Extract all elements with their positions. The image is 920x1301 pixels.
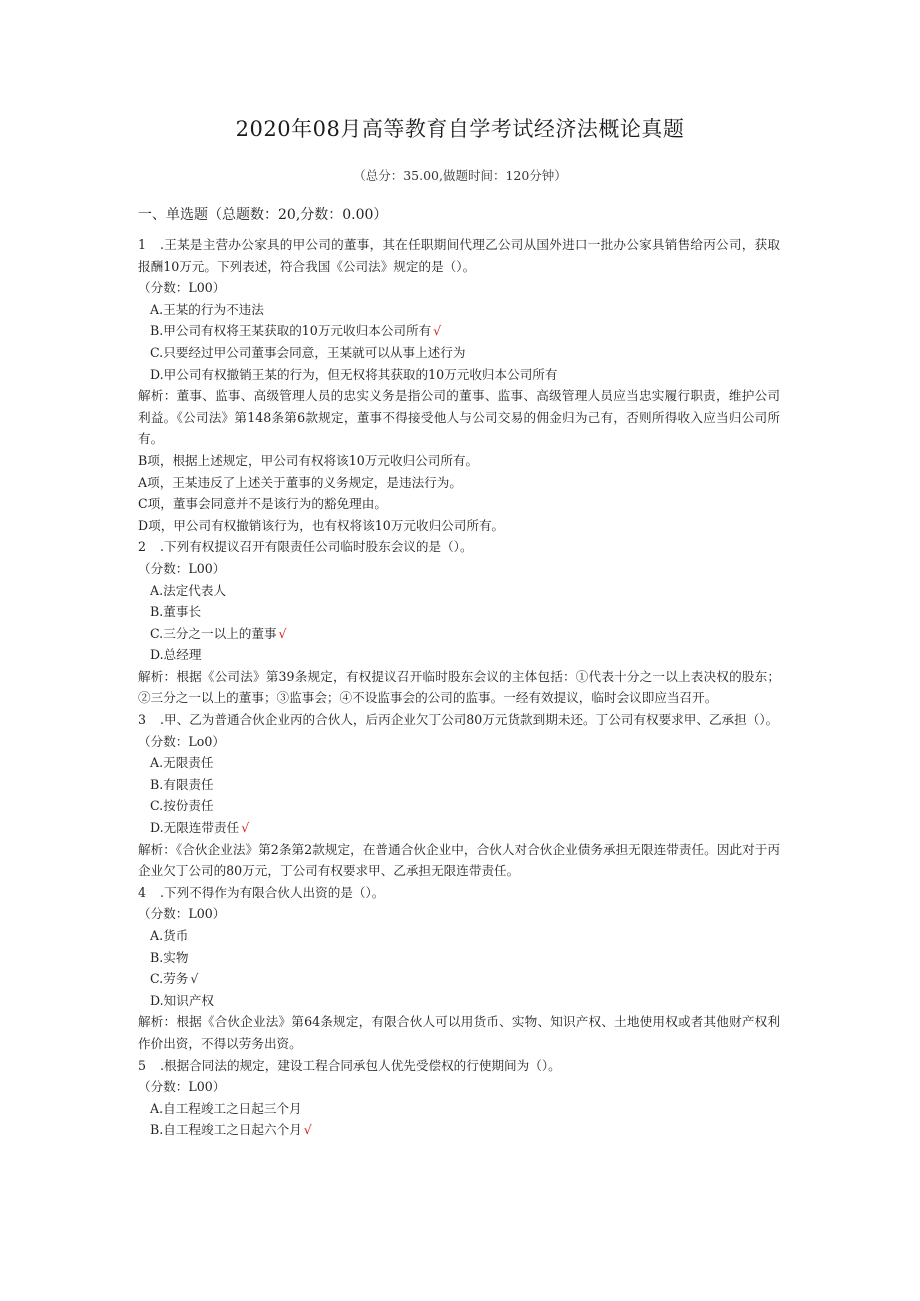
option-b: B.有限责任 xyxy=(150,776,214,792)
explanation-paragraph: 解析：董事、监事、高级管理人员的忠实义务是指公司的董事、监事、高级管理人员应当忠实履行职责，维护公司利益。《公司法》第148条第6款规定，董事不得接受他人与公司交易的佣金归为己有，否则所得收入应当归公司所有。 xyxy=(138,388,780,447)
option-c: C.按份责任 xyxy=(150,798,214,814)
option-c: C.只要经过甲公司董事会同意，王某就可以从事上述行为 xyxy=(150,344,466,360)
option-b: B.实物 xyxy=(150,949,189,965)
question-number: 5 xyxy=(138,1057,147,1073)
question-text: .下列不得作为有限合伙人出资的是（）。 xyxy=(160,884,385,900)
correct-check-icon: √ xyxy=(303,1122,312,1138)
exam-info: （总分：35.00,做题时间：120分钟） xyxy=(353,168,567,183)
question-stem xyxy=(138,536,780,558)
option-d: D.总经理 xyxy=(150,647,202,663)
option-b xyxy=(138,320,780,342)
question-2 xyxy=(138,536,780,709)
option-a: A.货币 xyxy=(150,928,189,943)
question-text: .王某是主营办公家具的甲公司的董事，其在任职期间代理乙公司从国外进口一批办公家具销售给丙公司，获取报酬10万元。下列表述，符合我国《公司法》规定的是（）。 xyxy=(138,237,780,274)
explanation-paragraph: 解析：根据《合伙企业法》第64条规定，有限合伙人可以用货币、实物、知识产权、土地使用权或者其他财产权利作价出资，不得以劳务出资。 xyxy=(138,1014,780,1051)
explanation-paragraph: D项，甲公司有权撤销该行为，也有权将该10万元收归公司所有。 xyxy=(138,517,505,533)
question-score: （分数：L00） xyxy=(138,906,226,922)
explanation-paragraph: C项，董事会同意并不是该行为的豁免理由。 xyxy=(138,496,387,512)
option-b xyxy=(138,1119,780,1141)
explanation-paragraph: 解析：根据《公司法》第39条规定，有权提议召开临时股东会议的主体包括：①代表十分之一以上表决权的股东；②三分之一以上的董事；③监事会；④不设监事会的公司的监事。一经有效提议，临时会议即应当召开。 xyxy=(138,668,780,706)
option-a: A.法定代表人 xyxy=(150,582,227,598)
option-d xyxy=(138,817,780,839)
option-d: D.甲公司有权撤销王某的行为，但无权将其获取的10万元收归本公司所有 xyxy=(150,366,558,382)
explanation-paragraph: A项，王某违反了上述关于董事的义务规定，是违法行为。 xyxy=(138,474,462,490)
option-text: C.劳务 xyxy=(150,971,189,987)
option-text: C.三分之一以上的董事 xyxy=(150,625,277,641)
option-a: A.王某的行为不违法 xyxy=(150,301,264,317)
question-4 xyxy=(138,882,780,1055)
option-d: D.知识产权 xyxy=(150,992,215,1008)
question-3 xyxy=(138,709,780,882)
question-score: （分数：Lo0） xyxy=(138,733,225,749)
option-text: D.无限连带责任 xyxy=(150,820,240,836)
question-number: 4 xyxy=(138,884,147,900)
option-a: A.无限责任 xyxy=(150,755,214,771)
correct-check-icon: √ xyxy=(190,971,199,987)
question-number: 2 xyxy=(138,539,147,555)
question-text: .下列有权提议召开有限责任公司临时股东会议的是（）。 xyxy=(160,539,473,555)
question-score: （分数：L00） xyxy=(138,280,226,296)
correct-check-icon: √ xyxy=(278,625,287,641)
question-number: 3 xyxy=(138,712,147,728)
question-list xyxy=(138,234,780,1141)
explanation-paragraph: B项，根据上述规定，甲公司有权将该10万元收归公司所有。 xyxy=(138,452,479,468)
question-stem xyxy=(138,882,780,904)
option-c xyxy=(138,623,780,645)
question-5 xyxy=(138,1055,780,1141)
option-a: A.自工程竣工之日起三个月 xyxy=(150,1100,302,1116)
question-text: .甲、乙为普通合伙企业丙的合伙人，后丙企业欠丁公司80万元货款到期未还。丁公司有权要求甲、乙承担（）。 xyxy=(160,712,779,728)
explanation-paragraph: 解析：《合伙企业法》第2条第2款规定，在普通合伙企业中，合伙人对合伙企业债务承担无限连带责任。因此对于丙企业欠丁公司的80万元，丁公司有权要求甲、乙承担无限连带责任。 xyxy=(138,841,780,879)
question-stem xyxy=(138,709,780,731)
correct-check-icon: √ xyxy=(433,323,442,339)
option-text: B.甲公司有权将王某获取的10万元收归本公司所有 xyxy=(150,323,432,339)
question-score: （分数：L00） xyxy=(138,560,226,576)
option-c xyxy=(138,968,780,990)
question-stem xyxy=(138,1055,780,1077)
question-score: （分数：L00） xyxy=(138,1079,226,1095)
question-stem xyxy=(138,234,780,277)
section-heading: 一、单选题（总题数：20,分数：0.00） xyxy=(138,207,388,223)
question-number: 1 xyxy=(138,237,147,252)
option-text: B.自工程竣工之日起六个月 xyxy=(150,1122,302,1138)
page-title: 2020年08月高等教育自学考试经济法概论真题 xyxy=(235,117,685,141)
option-b: B.董事长 xyxy=(150,604,202,620)
correct-check-icon: √ xyxy=(241,820,250,836)
question-1 xyxy=(138,234,780,536)
question-text: .根据合同法的规定，建设工程合同承包人优先受偿权的行使期间为（）。 xyxy=(160,1057,561,1073)
